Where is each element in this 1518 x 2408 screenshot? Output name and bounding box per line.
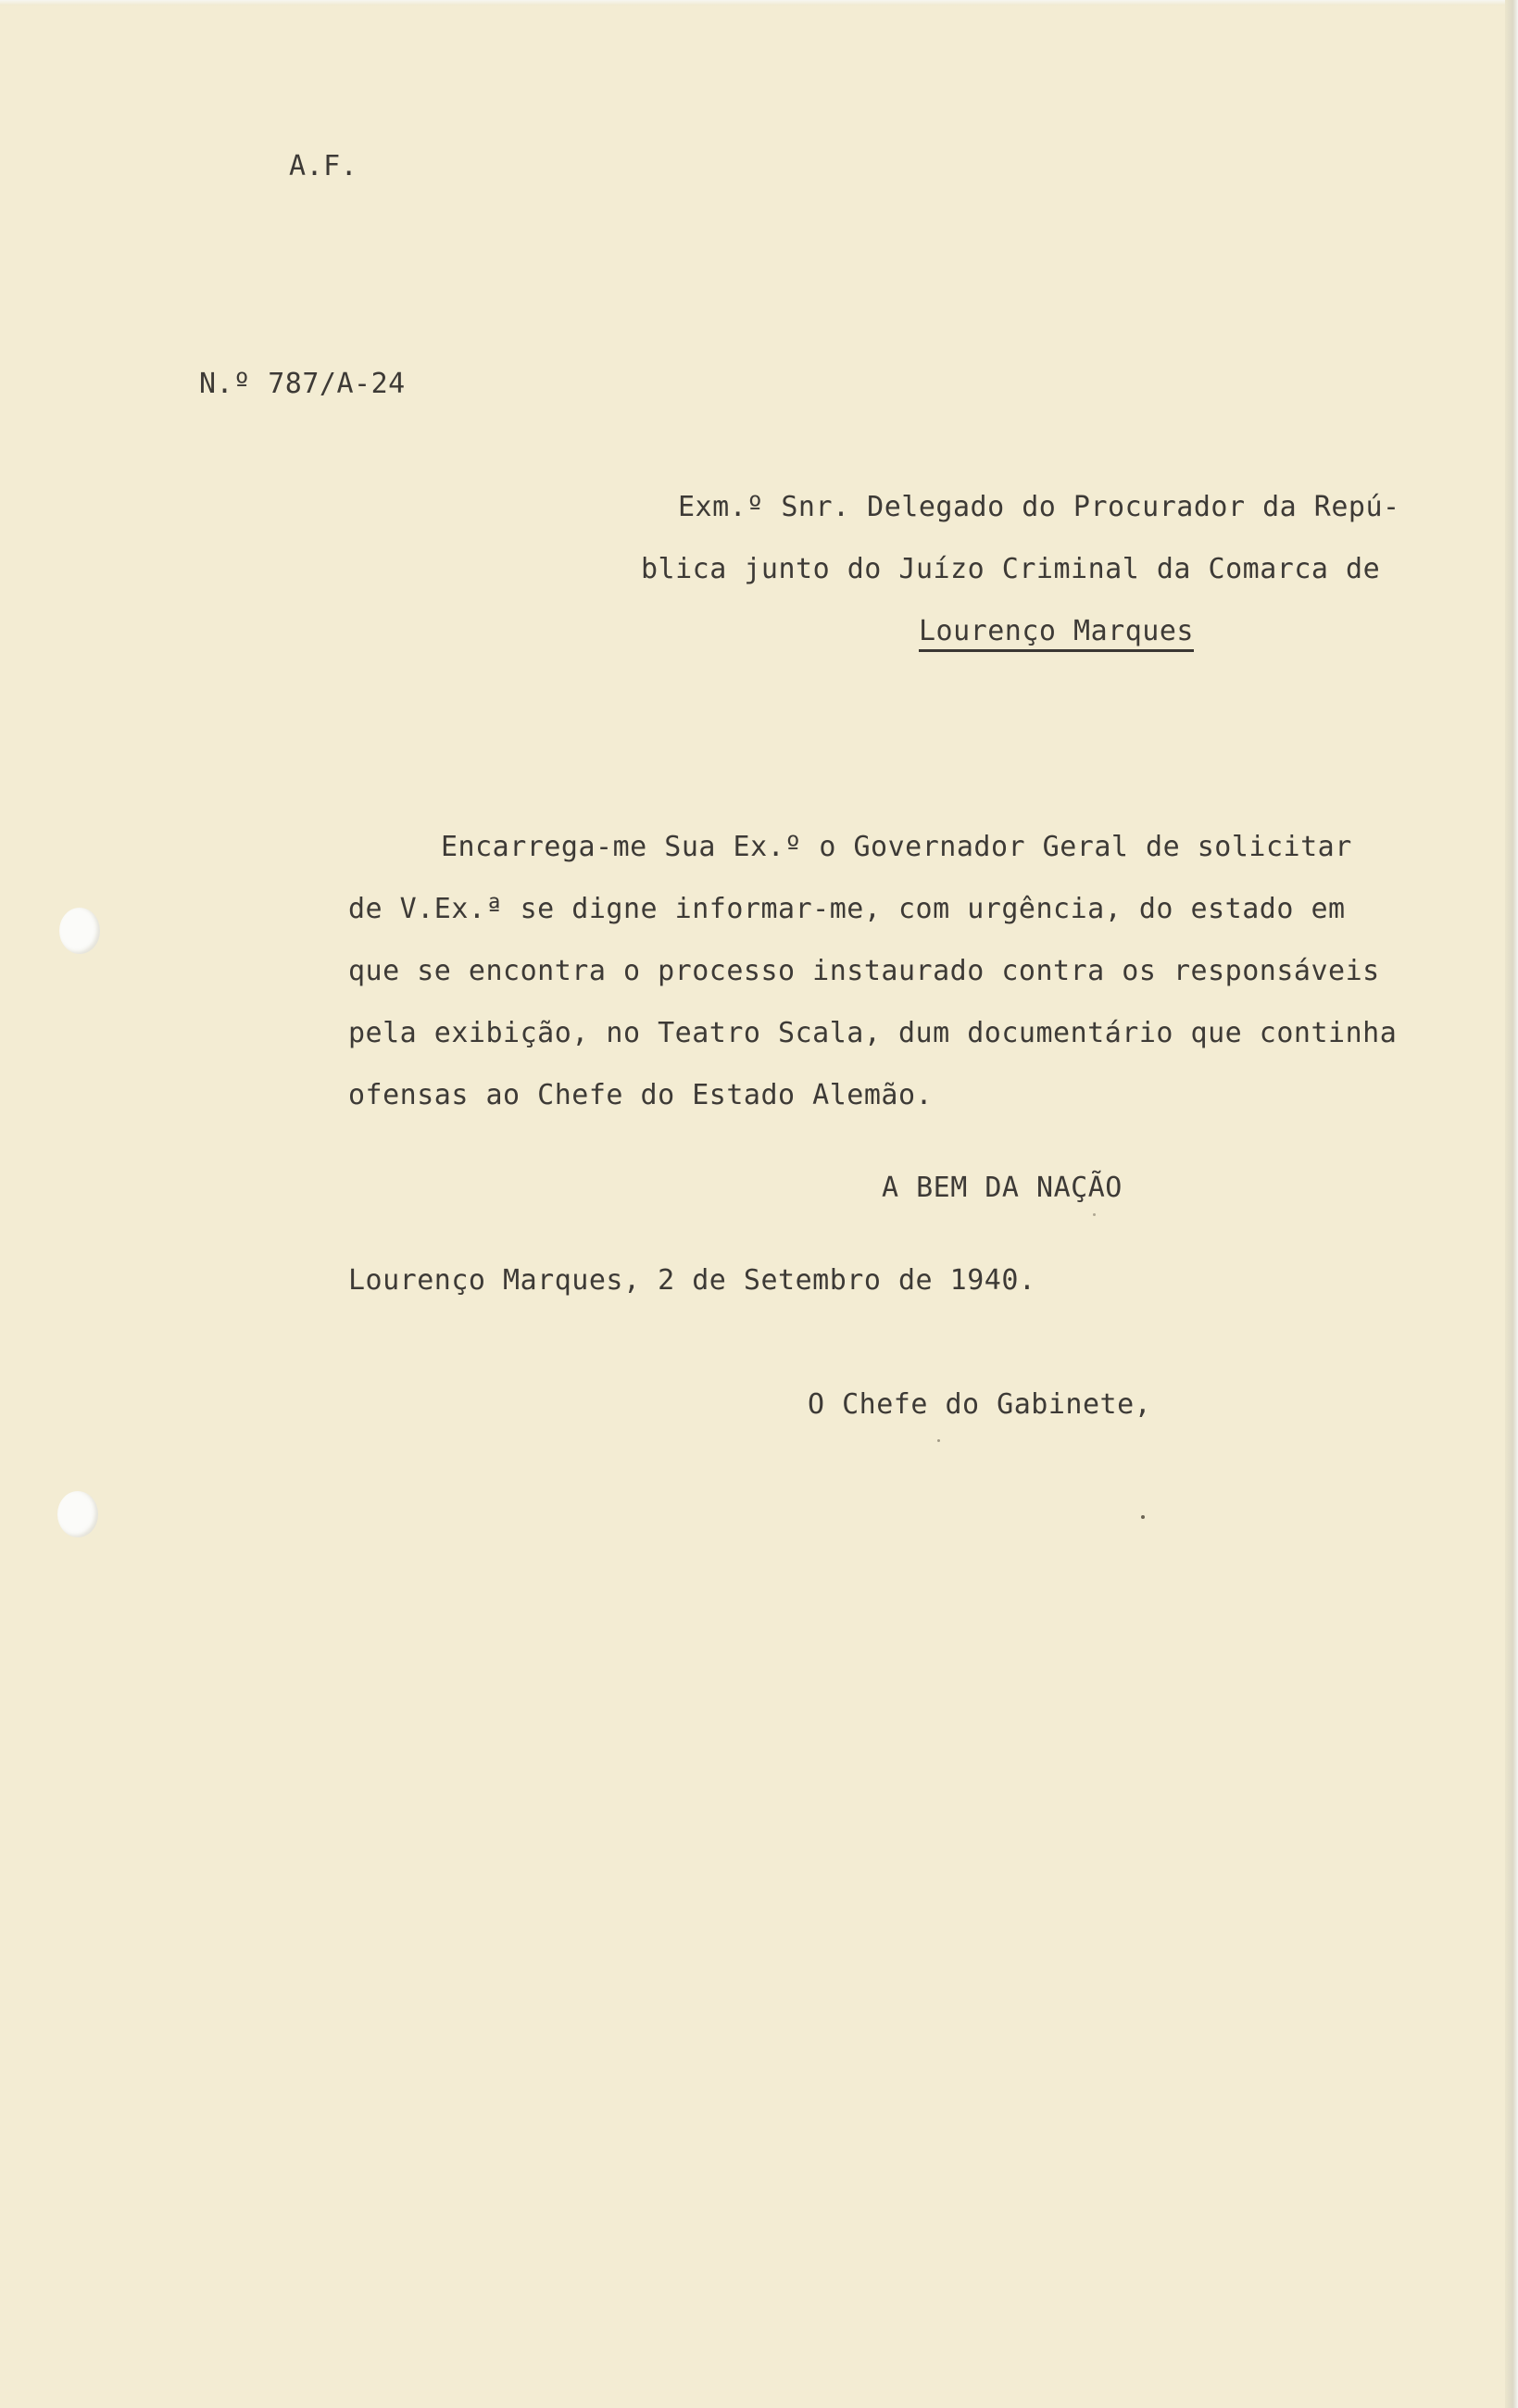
body-line-2: de V.Ex.ª se digne informar-me, com urgência, do estado em	[348, 893, 1346, 925]
ink-speck	[937, 1439, 940, 1442]
addressee-line-2: blica junto do Juízo Criminal da Comarca de	[641, 553, 1381, 585]
reference-number: N.º 787/A-24	[199, 368, 406, 400]
ink-speck	[1093, 1213, 1096, 1216]
motto: A BEM DA NAÇÃO	[882, 1172, 1123, 1204]
place-and-date: Lourenço Marques, 2 de Setembro de 1940.	[348, 1264, 1036, 1297]
paper-right-edge	[1505, 0, 1518, 2408]
initials: A.F.	[289, 150, 358, 182]
addressee-line-1: Exm.º Snr. Delegado do Procurador da Repú-	[678, 491, 1400, 523]
signature-title: O Chefe do Gabinete,	[808, 1388, 1152, 1421]
body-line-5: ofensas ao Chefe do Estado Alemão.	[348, 1079, 934, 1111]
ink-speck	[1141, 1515, 1145, 1519]
addressee-location: Lourenço Marques	[919, 618, 1194, 652]
punch-hole-upper	[59, 908, 100, 954]
punch-hole-lower	[57, 1491, 98, 1537]
body-line-4: pela exibição, no Teatro Scala, dum documentário que continha	[348, 1017, 1398, 1049]
body-line-3: que se encontra o processo instaurado contra os responsáveis	[348, 955, 1380, 987]
body-line-1: Encarrega-me Sua Ex.º o Governador Geral de solicitar	[441, 831, 1352, 863]
paper-top-edge	[0, 0, 1518, 6]
